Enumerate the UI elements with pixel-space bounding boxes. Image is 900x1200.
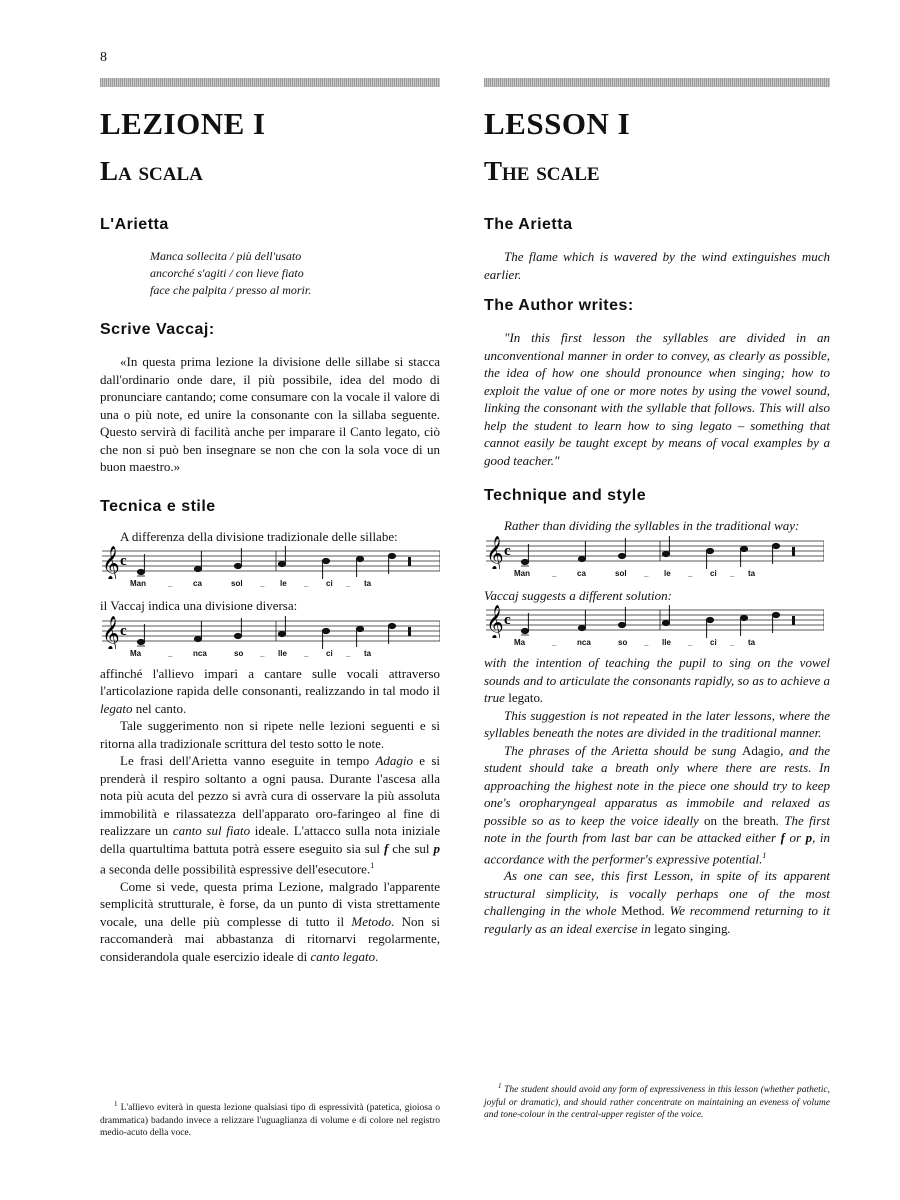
lyric-hyphen: _ [304,648,309,658]
lyrics-traditional [100,579,440,593]
lyric-hyphen: _ [644,568,649,578]
lyric-syllable: le [664,568,671,578]
lyrics-traditional [484,569,824,583]
lyric-hyphen: _ [730,568,735,578]
lyric-syllable: Man [514,568,530,578]
music-staff-traditional [100,545,440,595]
time-signature: c [120,553,127,569]
lyric-syllable: ca [193,579,202,588]
arietta-poem [100,248,440,299]
paragraph-suggestion: This suggestion is not repeated in the later lessons, where the syllables beneath the notes are divided in the traditional manner. [484,707,830,740]
arietta-translation: The flame which is wavered by the wind extinguishes much earlier. [484,249,830,282]
lyric-syllable: Ma [514,638,526,647]
paragraph-conclusion [484,867,830,937]
text-run: nel canto. [132,700,187,716]
lyrics-vaccaj [484,638,824,652]
lyric-hyphen: _ [168,579,173,588]
paragraph-legato [484,654,830,707]
writes-heading: Scrive Vaccaj: [100,321,215,338]
paragraph-suggestion: Tale suggerimento non si ripete nelle lezioni seguenti e si ritorna alla tradizionale scrittura del testo sotto le note. [100,718,440,751]
dynamic-piano: p [805,830,813,845]
lyric-syllable: so [618,638,628,647]
text-run: , and the student should take a breath only where there are rests. In approaching the highest note in the piece one should try to keep one's oropharyngeal apparatus as immobile and relaxed as possible so as to keep the voice ideally [484,742,831,828]
paragraph-conclusion [100,878,440,966]
time-signature: c [120,622,127,639]
lyric-syllable: ta [748,568,756,578]
treble-clef: 𝄞 [486,535,504,569]
staff-notation [100,545,440,579]
text-run-roman: Method [621,903,662,919]
paragraph-phrases [484,742,830,868]
lyric-syllable: sol [231,579,243,588]
text-run-roman: legato [508,690,540,705]
lyric-syllable: ta [748,638,756,647]
lyric-syllable: Man [130,579,146,588]
technique-intro: Rather than dividing the syllables in the traditional way: [504,518,800,533]
italian-column [100,102,440,965]
lyric-syllable: ci [326,648,333,658]
text-run-roman: on the breath [704,812,776,828]
text-run: Come si vede, questa prima Lezione, malgrado l'apparente semplicità strutturale, è forse, da un punto di vista strettamente vocale, una delle più complesse di tutto il [100,878,440,929]
italian-footnote [100,1098,440,1140]
text-run: affinché l'allievo impari a cantare sulle vocali attraverso l'articolazione rapida delle consonanti, realizzando in tal modo il [100,665,440,698]
text-run-roman: Adagio [741,742,781,758]
text-run: che sul [388,840,434,856]
dynamic-piano: p [433,840,440,856]
poem-line: Manca sollecita / più dell'usato [150,249,302,263]
author-quote: "In this first lesson the syllables are divided in an unconventional manner in order to convey, as clearly as possible, the idea of how one should pronounce when singing; how to exploit the value of one or more notes by using the vowel sound, linking the consonant with the syllable that follows. This will also help the student to learn how to sing legato – something that cannot easily be taught except by means of vocal examples by a good teacher." [484,330,830,468]
footnote-mark: 1 [114,1100,118,1108]
lyric-hyphen: _ [260,648,265,658]
text-run: . We recommend returning to it regularly as an ideal exercise in [484,903,830,936]
text-run: , in accordance with the performer's expressive potential. [484,830,830,866]
text-run: ideale. L'attacco sulla nota iniziale della quartultima battuta potrà essere eseguito sia sul [100,823,440,856]
lyric-syllable: ta [364,648,372,658]
music-staff-traditional [484,535,824,585]
lyric-hyphen: _ [552,638,557,647]
english-footnote [484,1080,830,1122]
dynamic-forte: f [383,840,389,856]
text-run: . [727,920,731,936]
treble-clef: 𝄞 [102,615,120,649]
lyric-syllable: ci [710,568,717,578]
text-run: . Non si raccomanderà mai abbastanza di ritornarvi regolarmente, considerandola quale esercizio ideale di [100,913,440,964]
lyric-hyphen: _ [168,648,173,658]
between-staves-text: il Vaccaj indica una divisione diversa: [100,598,298,613]
lyric-hyphen: _ [688,638,693,647]
arietta-heading: The Arietta [484,216,573,233]
staff-notation [484,604,824,638]
text-run-italic: Adagio [375,753,414,768]
lyric-syllable: ta [364,579,372,588]
between-staves-text: Vaccaj suggests a different solution: [484,587,672,603]
technique-heading: Technique and style [484,487,647,504]
page-number: 8 [100,50,107,65]
lesson-subtitle: La scala [100,156,203,186]
treble-clef: 𝄞 [486,605,504,638]
text-run: or [784,830,806,845]
time-signature: c [504,542,511,559]
technique-heading: Tecnica e stile [100,497,216,515]
paragraph-legato [100,665,440,718]
poem-line: face che palpita / presso al morir. [150,283,312,297]
lyric-hyphen: _ [304,579,309,588]
english-column [484,102,830,937]
lyric-syllable: le [280,579,287,588]
paragraph-phrases [100,752,440,878]
arietta-heading: L'Arietta [100,216,169,233]
text-run: a seconda delle possibilità espressive dell'esecutore. [100,861,371,877]
lyric-syllable: lle [662,638,671,647]
text-run: . [539,690,544,705]
lyric-syllable: Ma [130,648,142,658]
vaccaj-quote: «In questa prima lezione la divisione delle sillabe si stacca dall'ordinario onde dare, il più possibile, idea del modo di pronunciare cantando; come consumare con la vocale il valore di una o più note, ed unire la consonante con la sillaba seguente. Questo servirà di facilità anche per imparare il Canto legato, ciò che non si può ben insegnare se non che con la sola voce di un buon maestro.» [100,354,440,474]
header-rule-right [484,78,830,87]
lyric-hyphen: _ [552,568,557,578]
text-run: As one can see, this first Lesson, in spite of its apparent structural simplicity, is vocally perhaps one of the most challenging in the whole [484,868,830,919]
lyric-hyphen: _ [644,638,649,647]
lyric-hyphen: _ [688,568,693,578]
lyric-hyphen: _ [260,579,265,588]
writes-heading: The Author writes: [484,297,634,314]
footnote-text: The student should avoid any form of expressiveness in this lesson (whether pathetic, joyful or dramatic), and should rather concentrate on maintaining an eveness of volume and tone-colour in the central-upper register of the voice. [484,1085,830,1121]
staff-notation [100,615,440,649]
lyric-syllable: ci [710,638,717,647]
poem-line: ancorché s'agiti / con lieve fiato [150,266,304,280]
text-run-roman: legato singing [654,920,728,936]
lyric-hyphen: _ [346,648,351,658]
music-staff-vaccaj [484,604,824,654]
text-run: Le frasi dell'Arietta vanno eseguite in tempo [120,753,376,768]
lesson-title: LEZIONE I [100,106,266,141]
lyrics-vaccaj [100,649,440,663]
lyric-syllable: nca [193,648,207,658]
technique-intro: A differenza della divisione tradizionale delle sillabe: [120,528,398,544]
text-run-italic: legato [100,700,133,716]
lyric-hyphen: _ [346,579,351,588]
lyric-syllable: ci [326,579,333,588]
footnote-ref: 1 [370,861,375,870]
lesson-title: LESSON I [484,106,631,141]
footnote-mark: 1 [498,1082,502,1090]
footnote-ref: 1 [762,850,767,860]
text-run: . [375,948,379,964]
text-run: The phrases of the Arietta should be sung [504,742,742,758]
footnote-text: L'allievo eviterà in questa lezione qualsiasi tipo di espressività (patetica, gioiosa o drammatica) badando invece a relizzare l'uguaglianza di volume e di colore nel registro medio-acuto della voce. [100,1103,441,1139]
lyric-syllable: sol [615,568,627,578]
music-staff-vaccaj [100,615,440,665]
lesson-subtitle: The scale [484,156,600,186]
treble-clef: 𝄞 [102,546,120,579]
lyric-syllable: so [234,648,244,658]
text-run: with the intention of teaching the pupil to sing on the vowel sounds and to articulate the consonants rapidly, so as to achieve a true [484,655,830,705]
lyric-syllable: lle [278,648,287,658]
dynamic-forte: f [780,830,785,845]
text-run-italic: Metodo [351,913,392,929]
lyric-hyphen: _ [730,638,735,647]
text-run-italic: canto sul fiato [172,823,251,838]
lyric-syllable: nca [577,638,591,647]
text-run: e si prenderà il respiro soltanto a ogni pausa. Durante l'ascesa alla nota più acuta del pezzo si avrà cura di osservare la più assoluta immobilità e rilassatezza dell'apparato oro-faringeo al fine di realizzare un [100,753,440,838]
staff-notation [484,535,824,569]
text-run-italic: canto legato [310,948,376,964]
header-rule-left [100,78,440,87]
text-run: . The first note in the fourth from last bar can be attacked either [484,812,830,845]
time-signature: c [504,612,511,628]
lyric-syllable: ca [577,568,586,578]
